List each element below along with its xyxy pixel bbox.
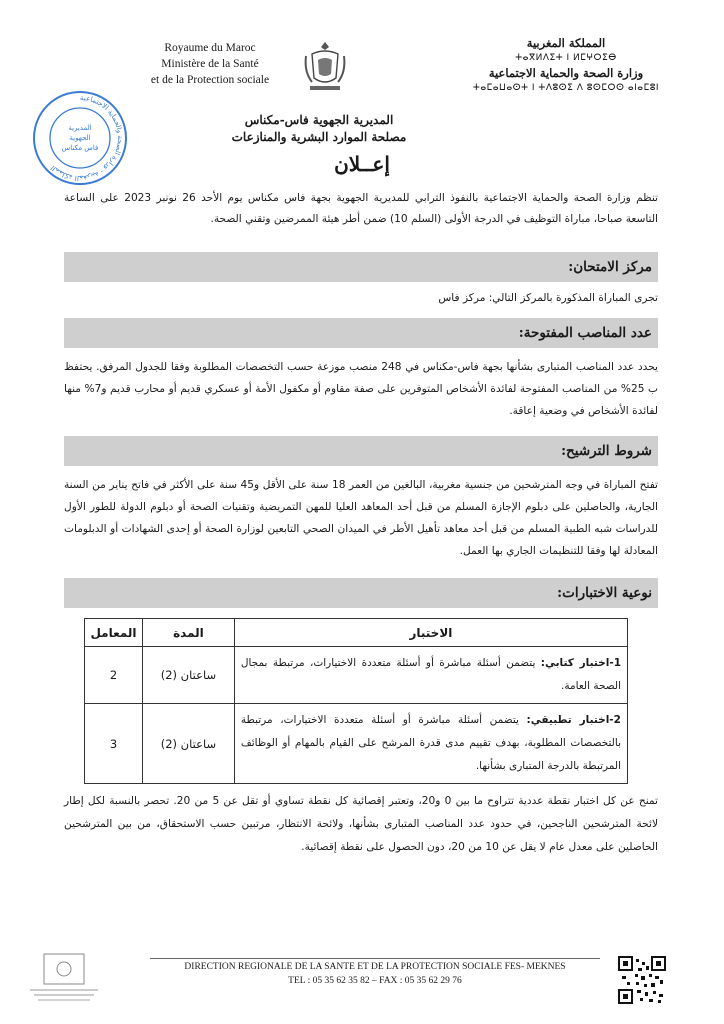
- section-heading-conditions: شروط الترشيح:: [64, 436, 658, 466]
- exam-description: يتضمن أسئلة مباشرة أو أسئلة متعددة الاختيارات، مرتبطة بمجال الصحة العامة.: [240, 657, 621, 692]
- exam-cell: [234, 704, 627, 784]
- footer-divider: [150, 958, 600, 959]
- header-ar-ministry: وزارة الصحة والحماية الاجتماعية: [488, 66, 644, 80]
- exam-cell: [234, 647, 627, 704]
- footer: [150, 960, 600, 988]
- table-row: [85, 647, 628, 704]
- exam-description: يتضمن أسئلة مباشرة أو أسئلة متعددة الاختيارات، مرتبطة بالتخصصات المطلوبة، بهدف تقييم مدى قدرة المرشح على القيام بالمهام أو الوظائف المرتبطة بالدرجة المتبارى بشأنها.: [240, 714, 621, 772]
- intro-paragraph: تنظم وزارة الصحة والحماية الاجتماعية بالنفوذ الترابي للمديرية الجهوية بجهة فاس مكناس يوم الأحد 26 نونبر 2023 على الساعة التاسعة صباحا، مباراة التوظيف في الدرجة الأولى (السلم 10) ضمن أطر هيئة الممرضين وتقني الصحة.: [64, 192, 658, 225]
- exam-title: 2-اختبار تطبيقي:: [526, 714, 621, 726]
- sub-directorate: [204, 112, 434, 146]
- conditions-text: تفتح المباراة في وجه المترشحين من جنسية مغربية، البالغين من العمر 18 سنة على الأقل و45 سنة على الأكثر في فاتح يناير من السنة الجارية، والحاصلين على دبلوم الإجازة المسلم من قبل أحد المعاهد العليا للمهن التمريضية وتقنيات الصحة أو دبلوم الدولة للطور الأول للدراسات شبه الطبية المسلم من قبل أحد معاهد تأهيل الأطر في الميدان الصحي التابعين لوزارة الصحة أو إحدى الشهادات أو الدبلومات المعادلة لها وفقا للتنظيمات الجاري بها العمل.: [64, 479, 659, 557]
- moroccan-emblem-icon: [302, 38, 348, 94]
- header-tifinagh-kingdom: ⵜⴰⴳⵍⴷⵉⵜ ⵏ ⵍⵎⵖⵔⵉⴱ: [515, 53, 617, 63]
- subdir-region: المديرية الجهوية فاس-مكناس: [244, 113, 394, 127]
- duration-cell: ساعتان (2): [142, 647, 234, 704]
- qr-code-icon: [618, 956, 666, 1004]
- section-heading-center: مركز الامتحان:: [64, 252, 658, 282]
- stamp-inner-line1: المديرية: [68, 124, 92, 132]
- subdir-service: مصلحة الموارد البشرية والمنازعات: [231, 130, 407, 144]
- exam-title: 1-اختبار كتابي:: [540, 657, 621, 669]
- footer-directorate: DIRECTION REGIONALE DE LA SANTE ET DE LA PROTECTION SOCIALE FES- MEKNES: [184, 962, 566, 972]
- header-duration: المدة: [142, 619, 234, 647]
- header-fr-protection: et de la Protection sociale: [150, 74, 270, 86]
- table-header-row: [85, 619, 628, 647]
- header-french: [120, 40, 300, 88]
- stamp-outer-text: المملكة المغربية - وزارة الصحة والحماية الاجتماعية: [49, 93, 124, 183]
- duration-cell: ساعتان (2): [142, 704, 234, 784]
- header-fr-kingdom: Royaume du Maroc: [164, 42, 256, 54]
- footer-contact: TEL : 05 35 62 35 82 – FAX : 05 35 62 29 76: [288, 976, 462, 986]
- closing-paragraph: تمنح عن كل اختبار نقطة عددية تتراوح ما بين 0 و20، وتعتبر إقصائية كل نقطة تساوي أو تقل عن 5 من 20. تحصر بالنسبة لكل إطار لائحة المترشحين الناجحين، في حدود عدد المناصب المتبارى بشأنها، ولائحة الانتظار، مرتبين حسب الاستحقاق، من بين المترشحين الحاصلين على معدل عام لا يقل عن 10 من 20، دون الحصول على نقطة إقصائية.: [64, 795, 658, 853]
- header-exam: الاختبار: [234, 619, 627, 647]
- header-tifinagh-ministry: ⵜⴰⵎⴰⵡⴰⵙⵜ ⵏ ⵜⴷⵓⵙⵉ ⴷ ⵓⵙⵎⵔⵙ ⴰⵏⴰⵎⵓⵏ: [472, 83, 660, 93]
- coefficient-cell: 3: [85, 704, 143, 784]
- section-heading-posts: عدد المناصب المفتوحة:: [64, 318, 658, 348]
- center-text: تجرى المباراة المذكورة بالمركز التالي: مركز فاس: [438, 292, 658, 304]
- ministry-logo-icon: [24, 952, 104, 1004]
- header-arabic: [466, 36, 666, 96]
- coefficient-cell: 2: [85, 647, 143, 704]
- header-fr-ministry: Ministère de la Santé: [161, 58, 259, 70]
- stamp-inner-line3: فاس مكناس: [61, 144, 99, 152]
- header-coefficient: المعامل: [85, 619, 143, 647]
- posts-text: يحدد عدد المناصب المتبارى بشأنها بجهة فاس-مكناس في 248 منصب موزعة حسب التخصصات المطلوبة وفقا للجدول المرفق. يحتفظ ب 25% من المناصب المفتوحة لفائدة الأشخاص المتوفرين على صفة مقاوم أو مكفول الأمة أو عسكري قديم أو محارب قديم و7% منها لفائدة الأشخاص في وضعية إعاقة.: [64, 361, 659, 417]
- stamp-inner-line2: الجهوية: [69, 134, 91, 142]
- table-row: [85, 704, 628, 784]
- section-heading-tests: نوعية الاختبارات:: [64, 578, 658, 608]
- page-title: إعــلان: [334, 152, 390, 176]
- exams-table: [84, 618, 628, 784]
- header-ar-kingdom: المملكة المغربية: [526, 36, 606, 50]
